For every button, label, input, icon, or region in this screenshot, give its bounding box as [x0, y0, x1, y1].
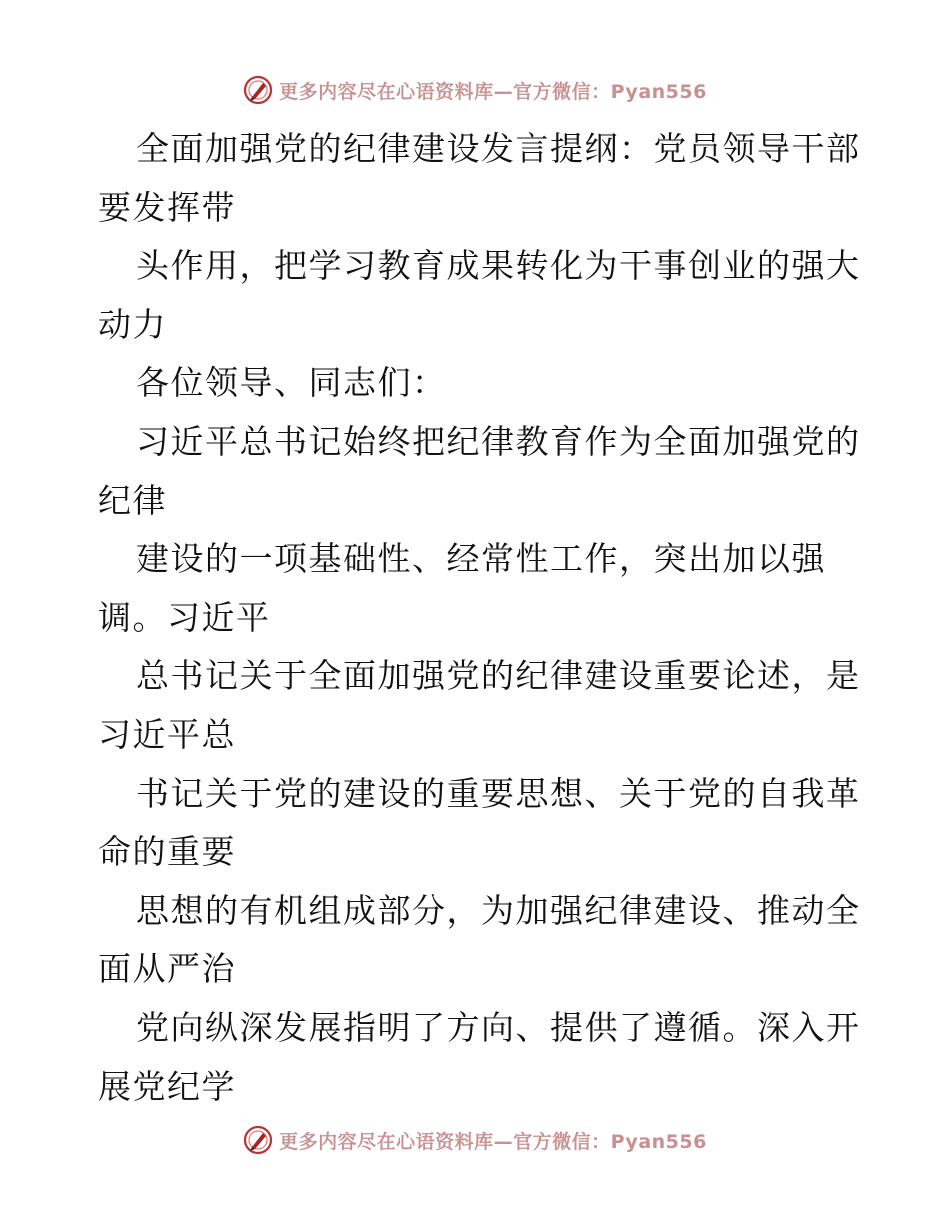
- footer-watermark-banner: [0, 1120, 950, 1160]
- paragraph-line: 头作用，把学习教育成果转化为干事创业的强大: [136, 246, 861, 286]
- paragraph-line: 纪律: [98, 480, 167, 520]
- document-body: [98, 120, 861, 1116]
- paragraph-line: 总书记关于全面加强党的纪律建设重要论述，是: [136, 656, 861, 696]
- pen-logo-icon: [243, 75, 273, 105]
- paragraph-line: 习近平总: [98, 714, 236, 754]
- paragraph-line: 调。习近平: [98, 597, 271, 637]
- paragraph-line: 展党纪学: [98, 1066, 236, 1106]
- paragraph-line: 面从严治: [98, 949, 236, 989]
- paragraph-line: 动力: [98, 304, 167, 344]
- paragraph-line: 命的重要: [98, 832, 236, 872]
- paragraph-line: 思想的有机组成部分，为加强纪律建设、推动全: [136, 890, 861, 930]
- header-watermark-banner: [0, 70, 950, 110]
- paragraph-line: 要发挥带: [98, 187, 236, 227]
- watermark-text: 更多内容尽在心语资料库—官方微信：Pyan556: [279, 80, 707, 103]
- paragraph-line: 各位领导、同志们：: [136, 363, 447, 403]
- paragraph-line: 全面加强党的纪律建设发言提纲：党员领导干部: [136, 129, 861, 168]
- paragraph-line: 建设的一项基础性、经常性工作，突出加以强: [136, 539, 826, 579]
- watermark-text: 更多内容尽在心语资料库—官方微信：Pyan556: [279, 1130, 707, 1153]
- paragraph-line: 党向纵深发展指明了方向、提供了遵循。深入开: [136, 1007, 861, 1047]
- pen-logo-icon: [243, 1125, 273, 1155]
- paragraph-line: 习近平总书记始终把纪律教育作为全面加强党的: [136, 421, 861, 461]
- paragraph-line: 书记关于党的建设的重要思想、关于党的自我革: [136, 773, 861, 813]
